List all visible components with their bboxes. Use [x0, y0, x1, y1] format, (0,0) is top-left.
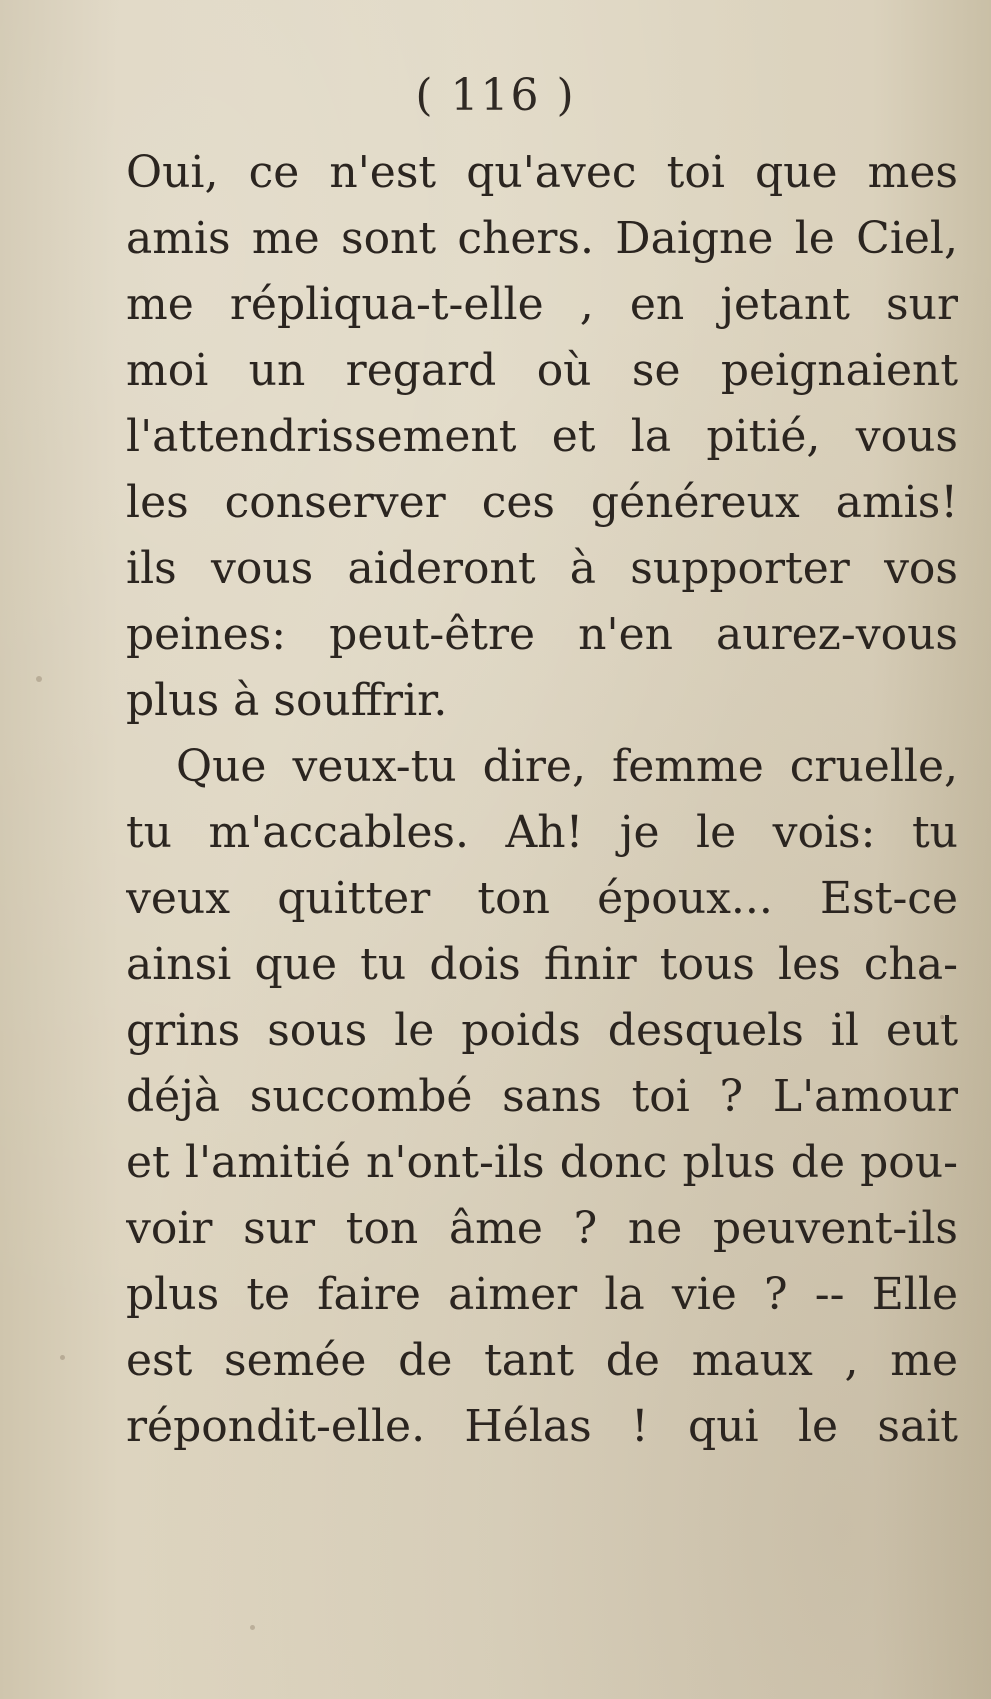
text-line: l'attendrissement et la pitié, vous — [126, 411, 958, 462]
text-line: répondit-elle. Hélas ! qui le sait — [126, 1401, 958, 1452]
text-line: les conserver ces généreux amis! — [126, 477, 958, 528]
paper-speck — [60, 1355, 65, 1360]
paragraph — [126, 140, 958, 734]
text-line: amis me sont chers. Daigne le Ciel, — [126, 213, 958, 264]
text-line: et l'amitié n'ont-ils donc plus de pou- — [126, 1137, 958, 1188]
text-line: déjà succombé sans toi ? L'amour — [126, 1071, 958, 1122]
text-line: voir sur ton âme ? ne peuvent-ils — [126, 1203, 958, 1254]
text-line: ils vous aideront à supporter vos — [126, 543, 958, 594]
text-line: peines: peut-être n'en aurez-vous — [126, 609, 958, 660]
text-line: tu m'accables. Ah! je le vois: tu — [126, 807, 958, 858]
paper-speck — [36, 676, 42, 682]
text-line: Oui, ce n'est qu'avec toi que mes — [126, 147, 958, 198]
paragraph — [126, 734, 958, 1460]
text-line: est semée de tant de maux , me — [126, 1335, 958, 1386]
page-number: ( 116 ) — [415, 70, 576, 121]
text-line: ainsi que tu dois finir tous les cha- — [126, 939, 958, 990]
text-line: me répliqua-t-elle , en jetant sur — [126, 279, 958, 330]
text-line: plus te faire aimer la vie ? -- Elle — [126, 1269, 958, 1320]
text-line: Que veux-tu dire, femme cruelle, — [176, 741, 958, 792]
paper-speck — [250, 1625, 255, 1630]
text-line: moi un regard où se peignaient — [126, 345, 958, 396]
text-line: plus à souffrir. — [126, 675, 448, 726]
text-line: veux quitter ton époux... Est-ce — [126, 873, 958, 924]
body-text — [126, 140, 958, 1460]
text-line: grins sous le poids desquels il eut — [126, 1005, 958, 1056]
